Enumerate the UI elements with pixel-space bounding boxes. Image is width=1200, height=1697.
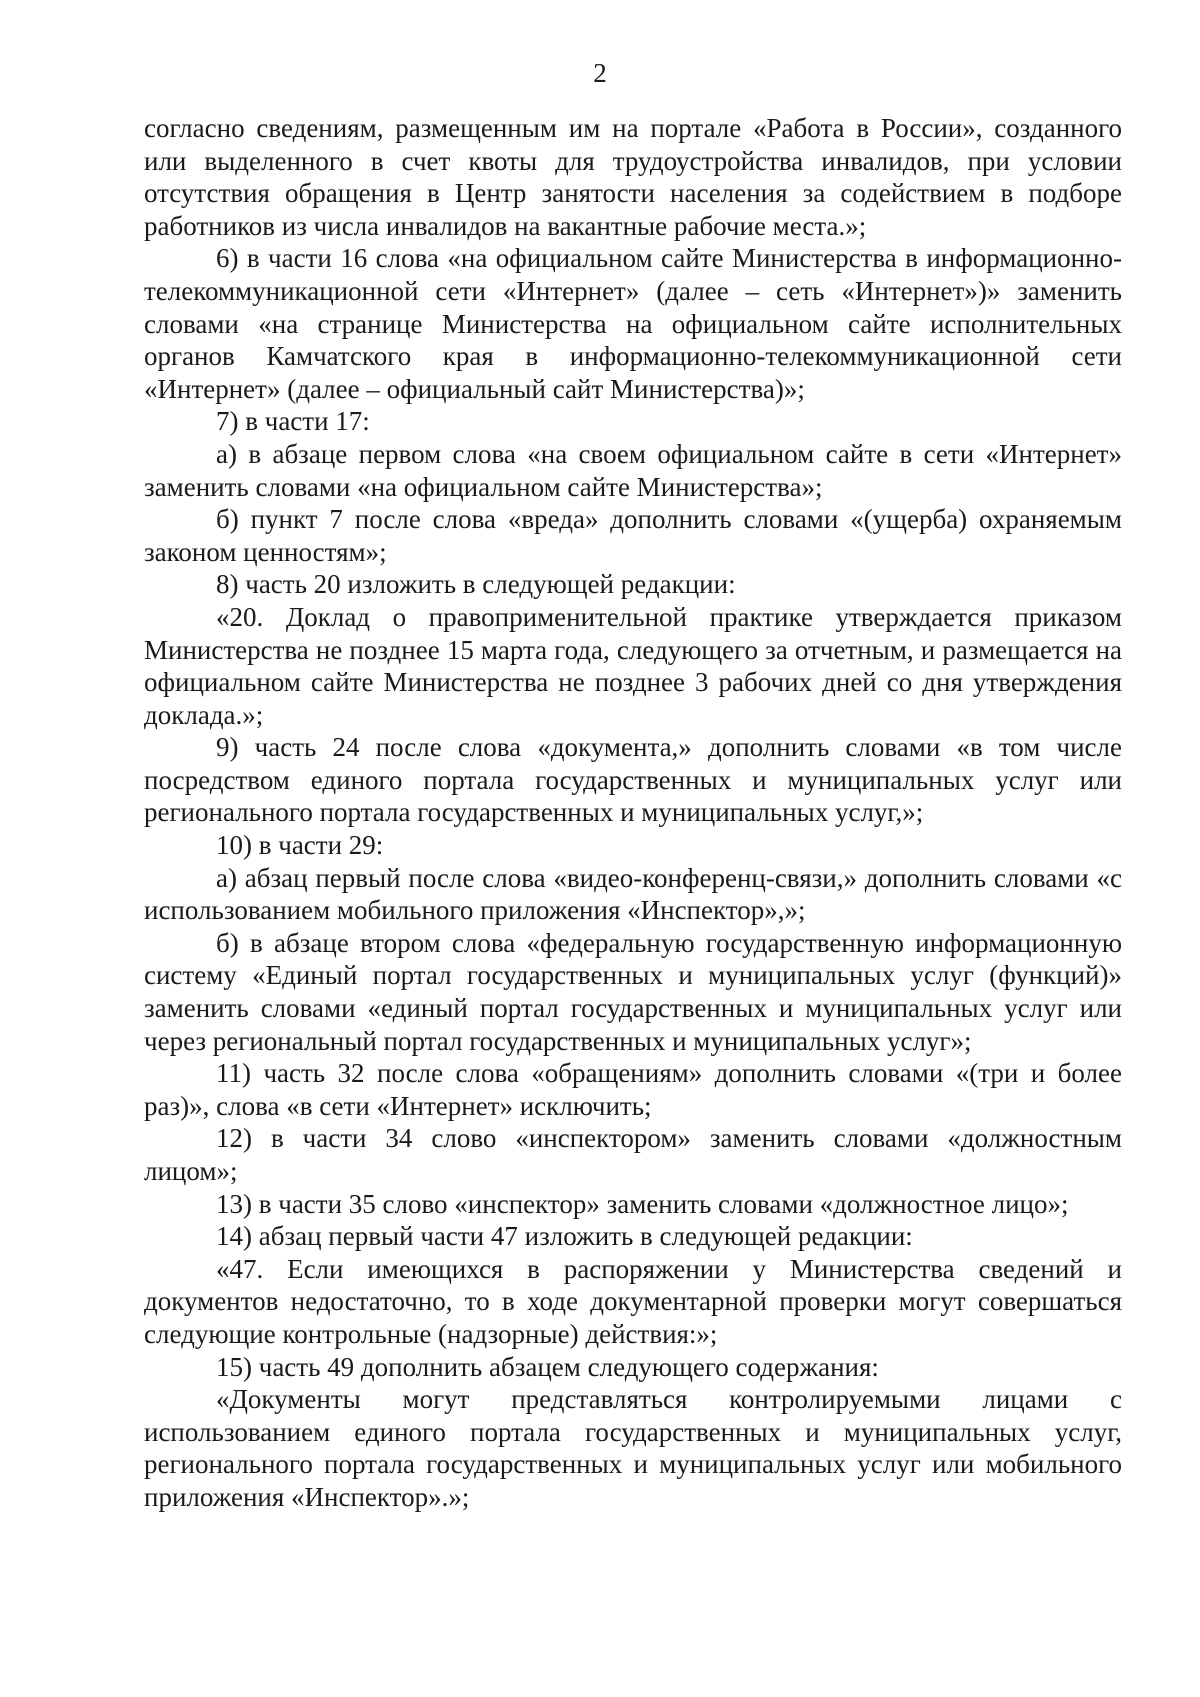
paragraph-item-10: 10) в части 29: [216, 830, 384, 861]
paragraph-item-15-text: «Документы могут представляться контролируемыми лицами с использованием единого портала государственных и муниципальных услуг, регионального портала государственных и муниципальных услуг или мобильного приложения «Инспектор».»; [144, 1384, 1122, 1512]
paragraph-item-7b: б) пункт 7 после слова «вреда» дополнить словами «(ущерба) охраняемым законом ценностям»; [144, 504, 1122, 567]
paragraph-item-6: 6) в части 16 слова «на официальном сайте Министерства в информационно-телекоммуникационной сети «Интернет» (далее – сеть «Интернет»)» заменить словами «на странице Министерства на официальном сайте исполнительных органов Камчатского края в информационно-телекоммуникационной сети «Интернет» (далее – официальный сайт Министерства)»; [144, 243, 1122, 404]
paragraph-item-10b: б) в абзаце втором слова «федеральную государственную информационную систему «Единый портал государственных и муниципальных услуг (функций)» заменить словами «единый портал государственных и муниципальных услуг или через региональный портал государственных и муниципальных услуг»; [144, 927, 1122, 1056]
page-number: 2 [593, 58, 607, 88]
paragraph-item-10a: а) абзац первый после слова «видео-конференц-связи,» дополнить словами «с использованием мобильного приложения «Инспектор»,»; [144, 862, 1122, 926]
paragraph-continuation: согласно сведениям, размещенным им на портале «Работа в России», созданного или выделенного в счет квоты для трудоустройства инвалидов, при условии отсутствия обращения в Центр занятости населения за содействием в подборе работников из числа инвалидов на вакантные рабочие места.»; [144, 113, 1122, 241]
paragraph-item-8-text: «20. Доклад о правоприменительной практике утверждается приказом Министерства не позднее 15 марта года, следующего за отчетным, и размещается на официальном сайте Министерства не позднее 3 рабочих дней со дня утверждения доклада.»; [144, 601, 1122, 730]
paragraph-item-14: 14) абзац первый части 47 изложить в следующей редакции: [216, 1221, 913, 1252]
paragraph-item-11: 11) часть 32 после слова «обращениям» дополнить словами «(три и более раз)», слова «в сети «Интернет» исключить; [144, 1058, 1122, 1121]
paragraph-item-13: 13) в части 35 слово «инспектор» заменить словами «должностное лицо»; [216, 1188, 1069, 1219]
paragraph-item-14-text: «47. Если имеющихся в распоряжении у Министерства сведений и документов недостаточно, то в ходе документарной проверки могут совершаться следующие контрольные (надзорные) действия:»; [144, 1253, 1122, 1349]
paragraph-item-7: 7) в части 17: [216, 406, 370, 437]
paragraph-item-9: 9) часть 24 после слова «документа,» дополнить словами «в том числе посредством единого портала государственных и муниципальных услуг или регионального портала государственных и муниципальных услуг,»; [144, 732, 1122, 828]
paragraph-item-7a: а) в абзаце первом слова «на своем официальном сайте в сети «Интернет» заменить словами «на официальном сайте Министерства»; [144, 438, 1122, 502]
document-body [144, 112, 1122, 1514]
paragraph-item-15: 15) часть 49 дополнить абзацем следующего содержания: [216, 1351, 879, 1382]
paragraph-item-8: 8) часть 20 изложить в следующей редакции: [216, 569, 736, 600]
paragraph-item-12: 12) в части 34 слово «инспектором» заменить словами «должностным лицом»; [144, 1123, 1122, 1186]
